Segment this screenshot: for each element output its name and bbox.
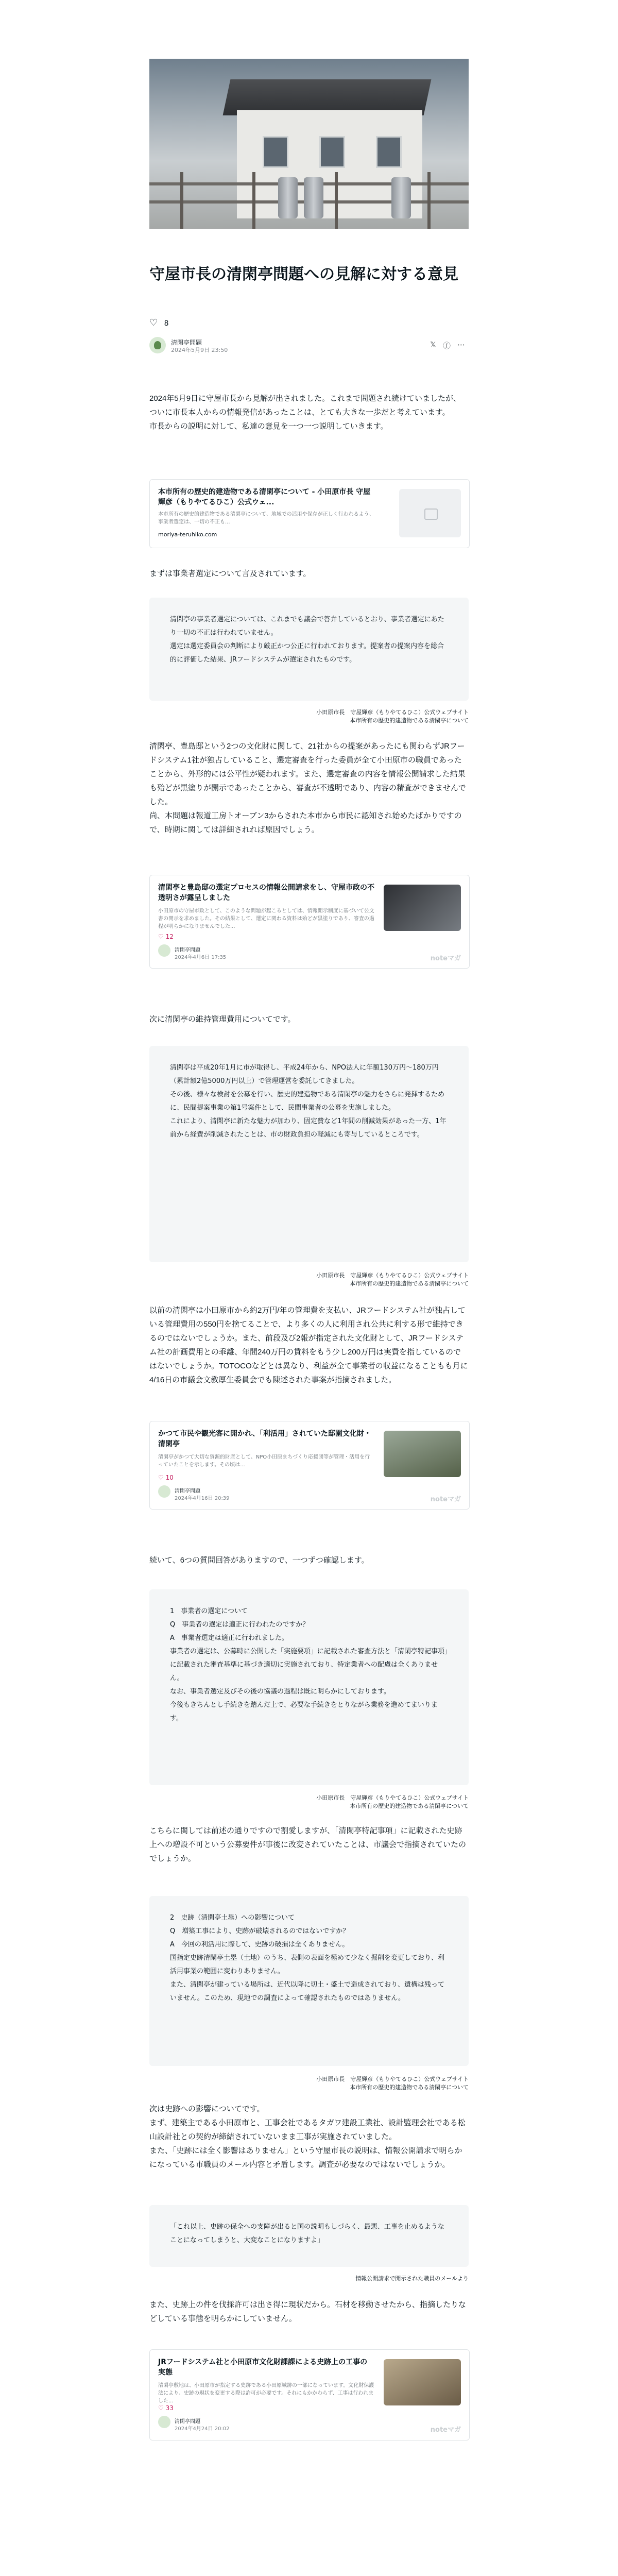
quote-text: 2 史跡（清閑亭土塁）への影響について Q 増築工事により、史跡が破壊されるのではないですか？ A 今回の利活用に際して、史跡の破損は全くありません。 国指定史跡清閑亭土塁（土地）のうち、表側の表面を極めて少なく掘削を変更しており、利活用事業の範囲に変わりありません。 また、清閑亭が建っている場所は、近代以降に切土・盛土で造成されており、遺構は残っていません。このため、現地での調査によって確認されたものではありません。: [170, 1914, 445, 2002]
avatar[interactable]: [149, 337, 166, 353]
gas-cylinder: [278, 177, 298, 218]
heart-icon: ♡: [149, 317, 158, 328]
note-logo: noteマガ: [430, 955, 461, 962]
card-domain: moriya-teruhiko.com: [158, 531, 217, 538]
quote-text: 清閑亭は平成20年1月に市が取得し、平成24年から、NPO法人に年額130万円～180万円（累計額2億5000万円以上）で管理運営を委託してきました。 その後、様々な検討を公募を行い、歴史的建造物である清閑亭の魅力をさらに発揮するために、民間提案事業の第1号案件として、民間事業者の公募を実施しました。 これにより、清閑亭に新たな魅力が加わり、固定費など1年間の削減効果があった一方、1年前から経費が削減されたことは、市の財政負担の軽減にも寄与しているところです。: [170, 1064, 447, 1139]
note-logo: noteマガ: [430, 1496, 461, 1503]
paragraph: また、史跡上の件を伐採許可は出さ得に現状だから。石材を移動させたから、指摘したりなどしている事態を明らかにしていません。: [149, 2300, 467, 2323]
blockquote: [149, 1046, 469, 1262]
card-author: 清閑亭問題: [175, 2419, 200, 2425]
facebook-icon[interactable]: ⓕ: [443, 341, 451, 350]
fence-post: [180, 172, 183, 229]
avatar: [158, 2416, 170, 2428]
window-shape: [319, 136, 345, 168]
note-card[interactable]: [149, 875, 470, 969]
card-author: 清閑亭問題: [175, 947, 200, 953]
heart-icon: ♡ 33: [158, 2404, 174, 2412]
note-logo: noteマガ: [430, 2426, 461, 2434]
note-card[interactable]: [149, 1421, 470, 1510]
image-placeholder-icon: [424, 509, 438, 520]
paragraph: まずは事業者選定について言及されています。: [149, 569, 311, 578]
like-count: 8: [164, 319, 169, 328]
card-title: 清閑亭と豊島邸の選定プロセスの情報公開請求をし、守屋市政の不透明さが露呈しました: [158, 884, 374, 902]
paragraph: 次に清閑亭の維持管理費用についてです。: [149, 1015, 296, 1024]
author-row: [149, 335, 469, 355]
blockquote: [149, 598, 469, 701]
gas-cylinder: [304, 177, 323, 218]
quote-source[interactable]: 小田原市長 守屋輝彦（もりやてるひこ）公式ウェブサイト 本市所有の歴史的建造物である清閑亭について: [316, 1272, 469, 1287]
article-title: 守屋市長の清閑亭問題への見解に対する意見: [149, 266, 458, 283]
x-icon[interactable]: 𝕏: [430, 340, 437, 349]
more-icon[interactable]: ⋯: [457, 340, 465, 349]
paragraph: 2024年5月9日に守屋市長から見解が出されました。これまで問題され続けていましたが、ついに市長本人からの情報発信があったことは、とても大きな一歩だと考えています。 市長からの説明に対して、私達の意見を一つ一つ説明していきます。: [149, 394, 461, 431]
quote-text: 清閑亭の事業者選定については、これまでも議会で答弁しているとおり、事業者選定にあたり一切の不正は行われていません。 選定は選定委員会の判断により厳正かつ公正に行われております。提案者の提案内容を総合的に評価した結果、JRフードシステムが選定されたものです。: [170, 616, 444, 664]
card-like-count: 12: [165, 933, 174, 940]
card-like-count: 33: [165, 2404, 174, 2412]
card-thumbnail: [384, 2359, 461, 2405]
hero-image: [149, 59, 469, 229]
quote-source[interactable]: 小田原市長 守屋輝彦（もりやてるひこ）公式ウェブサイト 本市所有の歴史的建造物である清閑亭について: [316, 1794, 469, 1809]
quote-source: 情報公開請求で開示された職員のメールより: [355, 2275, 469, 2282]
avatar: [158, 944, 170, 957]
heart-icon: ♡ 12: [158, 933, 174, 940]
card-title: 本市所有の歴史的建造物である清閑亭について - 小田原市長 守屋輝彦（もりやてるひこ）公式ウェ...: [158, 488, 371, 506]
paragraph: 続いて、6つの質問回答がありますので、一つずつ確認します。: [149, 1556, 369, 1565]
card-thumbnail: [399, 489, 461, 537]
card-author: 清閑亭問題: [175, 1488, 200, 1494]
card-date: 2024年4月6日 17:35: [175, 955, 227, 960]
window-shape: [376, 136, 402, 168]
quote-text: 「これ以上、史跡の保全への支障が出ると国の説明もしづらく、最悪、工事を止めるようなことになってしまうと、大変なことになりますよ」: [170, 2223, 444, 2244]
card-thumbnail: [384, 1431, 461, 1477]
paragraph: 次は史跡への影響についてです。 まず、建築主である小田原市と、工事会社であるタガワ建設工業社、設計監理会社である松山設計社との契約が締結されていないまま工事が実施されていました。 また、「史跡には全く影響はありません」という守屋市長の説明は、情報公開請求で明らかになっている市職員のメール内容と矛盾します。調査が必要なのではないでしょうか。: [149, 2105, 466, 2169]
note-card[interactable]: [149, 2349, 470, 2441]
blockquote: [149, 2205, 469, 2267]
quote-source[interactable]: 小田原市長 守屋輝彦（もりやてるひこ）公式ウェブサイト 本市所有の歴史的建造物である清閑亭について: [316, 2076, 469, 2091]
blockquote: [149, 1589, 469, 1785]
card-title: JRフードシステム社と小田原市文化財課課による史跡上の工事の実態: [158, 2358, 368, 2377]
paragraph: こちらに関しては前述の通りですので割愛しますが、「清閑亭特記事項」に記載された史跡上への増設不可という公募要件が事後に改変されていたことは、市議会で指摘されていたのでしょうか。: [149, 1826, 467, 1863]
card-title: かつて市民や観光客に開かれ、「利活用」されていた邸園文化財・清閑亭: [158, 1430, 371, 1448]
card-date: 2024年4月24日 20:02: [175, 2426, 230, 2432]
gas-cylinder: [391, 177, 411, 218]
fence-post: [252, 172, 255, 229]
publish-date: 2024年5月9日 23:50: [171, 347, 228, 353]
fence-post: [427, 172, 431, 229]
card-description: 小田原市の守屋市政として、このような問題が起こるとしては、情報開示制度に基づいて公文書の開示を求めました。その結果として、選定に関わる資料は殆どが黒塗りであり、審査の過程が明らかになりませんでした...: [158, 908, 374, 929]
heart-icon: ♡ 10: [158, 1474, 174, 1481]
card-description: 本市所有の歴史的建造物である清閑亭について、地域での活用や保存が正しく行われるよう、事業者選定は、一切の不正も...: [158, 512, 374, 525]
card-description: 清閑亭敷地は、小田原市が指定する史跡である小田原城跡の一部になっています。文化財保護法により、史跡の現状を変更する際は許可が必要です。それにもかかわらず、工事は行われました...: [158, 2383, 374, 2404]
blockquote: [149, 1896, 469, 2066]
paragraph: 清閑亭、豊島邸という2つの文化財に関して、21社からの提案があったにも関わらずJRフードシステム1社が独占していること、選定審査を行った委員が全て小田原市の職員であったことから、外形的には公平性が疑われます。また、選定審査の内容を情報公開請求した結果も殆どが黒塗りが開示であったことから、審査が不透明であり、内容の精査ができませんでした。 尚、本問題は報道工房トオーブン3からされた本市から市民に認知され始めたばかりですので、時期に関しては詳細されれば原因でしょう。: [149, 742, 466, 834]
card-thumbnail: [384, 885, 461, 931]
like-button[interactable]: [149, 317, 169, 328]
link-card[interactable]: [149, 479, 470, 548]
card-like-count: 10: [165, 1474, 174, 1481]
avatar: [158, 1485, 170, 1498]
author-name[interactable]: 清閑亭問題: [171, 339, 202, 346]
fence-post: [335, 172, 338, 229]
quote-text: 1 事業者の選定について Q 事業者の選定は適正に行われたのですか？ A 事業者選定は適正に行われました。 事業者の選定は、公募時に公開した「実施要項」に記載された審査方法と「清閑亭特記事項」に記載された審査基準に基づき適切に実施されており、特定業者への配慮は全くありません。 なお、事業者選定及びその後の協議の過程は既に明らかにしております。 今後もきちんとし手続きを踏んだ上で、必要な手続きをとりながら業務を進めてまいります。: [170, 1607, 448, 1722]
window-shape: [263, 136, 288, 168]
quote-source[interactable]: 小田原市長 守屋輝彦（もりやてるひこ）公式ウェブサイト 本市所有の歴史的建造物である清閑亭について: [316, 709, 469, 724]
card-description: 清閑亭がかつて大切な資源的財産として、NPO小田原まちづくり応援団等が管理・活用を行っていたことを示します。その頃は...: [158, 1454, 370, 1468]
paragraph: 以前の清閑亭は小田原市から約2万円/年の管理費を支払い、JRフードシステム社が独占している管理費用の550円を捨てることで、より多くの人に利用され公共に利する形で維持できるのではないでしょうか。また、前段及び2報が指定された文化財として、JRフードシステム社の計画費用との乖離、年間240万円の賃料をもう少し200万円は実費を指しているのではないでしょうか。TOTOCOなどとは異なり、利益が全て事業者の収益になることもも月に4/16日の市議会文教厚生委員会でも陳述された事案が指摘されました。: [149, 1306, 468, 1384]
card-date: 2024年4月16日 20:39: [175, 1496, 230, 1501]
